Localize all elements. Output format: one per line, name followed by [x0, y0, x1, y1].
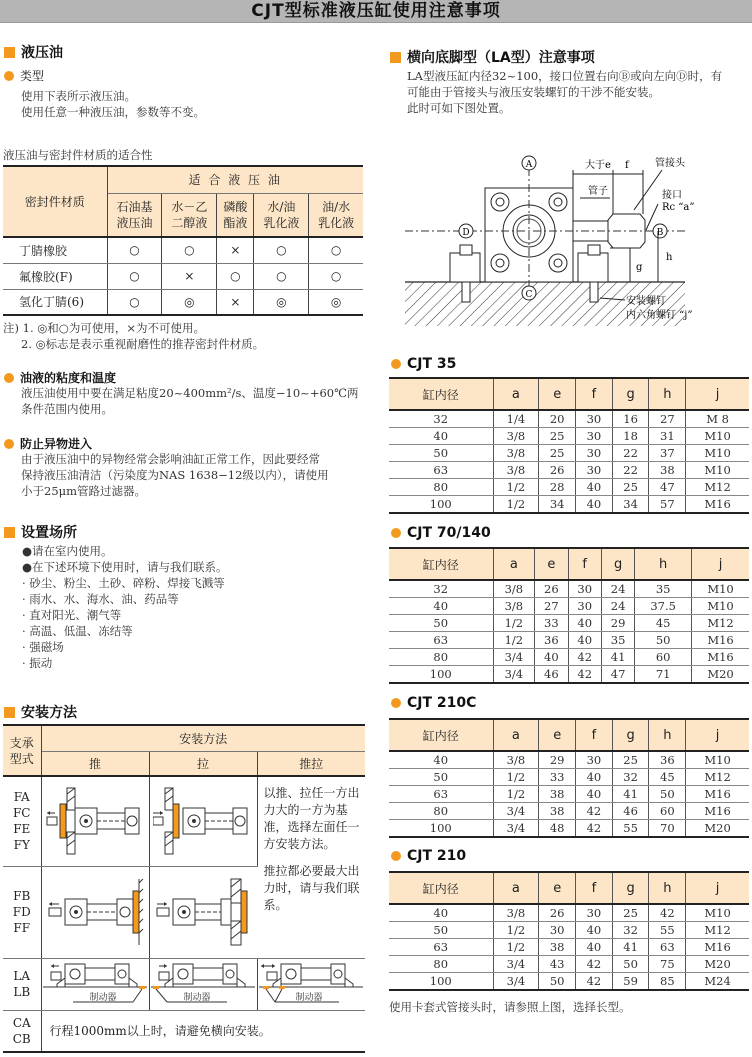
table-row [3, 289, 363, 315]
value-cell: ○ [217, 263, 254, 289]
table-row: 100 3/4 50 42 59 85 M24 [389, 973, 749, 991]
value-cell: ○ [107, 263, 162, 289]
section-la-type [390, 47, 595, 67]
oil-seal-compat-table [3, 165, 363, 316]
push-header: 推 [41, 751, 149, 776]
note-line: 注) 1. ◎和○为可使用，×为不可使用。 [3, 321, 205, 335]
table-caption: 液压油与密封件材质的适合性 [3, 148, 153, 162]
svg-text:B: B [656, 228, 664, 238]
table-row: 80 1/2 28 40 25 47 M12 [389, 479, 749, 496]
col-header: g [612, 719, 649, 751]
square-bullet-icon [4, 47, 15, 58]
type-cell: CA CB [3, 1010, 41, 1052]
col-header: j [686, 719, 749, 751]
dot-bullet-icon [391, 851, 401, 861]
col-header: g [612, 872, 649, 904]
svg-text:D: D [462, 228, 470, 238]
col-header: 水－乙 二醇液 [162, 193, 217, 237]
list-item: ●请在室内使用。 [22, 544, 113, 558]
type-cell: FB FD FF [3, 866, 41, 958]
text-line: 使用下表所示液压油。 [21, 89, 136, 103]
text-line: 可能由于管接头与液压安装螺钉的干涉不能安装。 [407, 85, 660, 99]
col-header: 石油基 液压油 [107, 193, 162, 237]
subsection-contamination [4, 435, 92, 452]
list-item: · 振动 [22, 656, 53, 670]
value-cell: ○ [309, 237, 363, 263]
table-row [3, 237, 363, 263]
svg-text:大于e: 大于e [585, 160, 611, 171]
list-item: ●在下述环境下使用时，请与我们联系。 [22, 560, 228, 574]
pushpull-note [257, 776, 365, 958]
col-header: 缸内径 [389, 719, 493, 751]
value-cell: × [217, 289, 254, 315]
pushpull-diagram-foot [257, 958, 365, 1010]
table-row: 63 1/2 36 40 35 50 M16 [389, 632, 749, 649]
col-header: 缸内径 [389, 872, 493, 904]
svg-text:A: A [525, 160, 533, 170]
value-cell: × [162, 263, 217, 289]
section-title: 设置场所 [21, 525, 77, 541]
col-header: f [576, 719, 613, 751]
dot-bullet-icon [391, 359, 401, 369]
col-header: h [635, 548, 692, 580]
col-header: e [539, 378, 576, 410]
svg-text:接口: 接口 [662, 190, 682, 201]
col-header: h [649, 719, 686, 751]
table-row: 50 1/2 30 40 32 55 M12 [389, 922, 749, 939]
subsection-title: 防止异物进入 [20, 437, 93, 451]
table-row: 80 3/4 38 42 46 60 M16 [389, 803, 749, 820]
value-cell: ○ [162, 237, 217, 263]
list-item: · 高温、低温、冻结等 [22, 624, 133, 638]
svg-text:制动器: 制动器 [183, 993, 211, 1003]
table-row: 100 3/4 48 42 55 70 M20 [389, 820, 749, 838]
note-line: 2. ◎标志是表示重视耐磨性的推荐密封件材质。 [21, 337, 265, 351]
spec-table-cjt35 [389, 377, 749, 514]
col-header: j [692, 548, 749, 580]
table-row: 50 1/2 33 40 32 45 M12 [389, 769, 749, 786]
push-diagram-front-flange [41, 776, 149, 866]
col-header: f [568, 548, 601, 580]
material-cell: 丁腈橡胶 [3, 237, 107, 263]
note-text: 行程1000mm以上时，请避免横向安装。 [41, 1010, 365, 1052]
col-header: h [649, 872, 686, 904]
col-header: a [493, 872, 539, 904]
dot-bullet-icon [391, 528, 401, 538]
section-title: 横向底脚型（LA型）注意事项 [407, 50, 595, 66]
col-header: h [649, 378, 686, 410]
value-cell: ◎ [162, 289, 217, 315]
list-item: · 直对阳光、潮气等 [22, 608, 122, 622]
table-row: 50 3/8 25 30 22 37 M10 [389, 445, 749, 462]
footer-note: 使用卡套式管接头时，请参照上图，选择长型。 [389, 1000, 631, 1014]
col-header: a [493, 719, 539, 751]
value-cell: ○ [254, 263, 309, 289]
table-row [3, 263, 363, 289]
table-row: 40 3/8 25 30 18 31 M10 [389, 428, 749, 445]
section-title: 安装方法 [21, 705, 77, 721]
table-row: 63 1/2 38 40 41 50 M16 [389, 786, 749, 803]
text-line: LA型液压缸内径32~100，接口位置右向Ⓑ或向左向Ⓓ时，有 [407, 69, 723, 83]
text-line: 条件范围内使用。 [21, 402, 113, 416]
spec-table-cjt70-140 [389, 547, 749, 684]
pull-header: 拉 [149, 751, 257, 776]
material-cell: 氢化丁腈(6) [3, 289, 107, 315]
subsection-viscosity [4, 369, 116, 386]
spec-table-cjt210c [389, 718, 749, 838]
svg-text:Rc “a”: Rc “a” [662, 202, 695, 213]
la-type-text [407, 68, 722, 116]
col-header: f [576, 378, 613, 410]
square-bullet-icon [390, 52, 401, 63]
type-cell: LA LB [3, 958, 41, 1010]
svg-text:C: C [525, 290, 533, 300]
table-row: 32 1/4 20 30 16 27 M 8 [389, 410, 749, 428]
la-type-diagram [400, 148, 700, 328]
col-header: e [535, 548, 568, 580]
spec-title-cjt35 [391, 356, 456, 372]
table-row: 40 3/8 26 30 25 42 M10 [389, 904, 749, 922]
svg-text:管子: 管子 [588, 186, 608, 197]
svg-text:安装螺钉: 安装螺钉 [626, 296, 666, 307]
col-header: g [601, 548, 634, 580]
col-header: a [493, 548, 535, 580]
square-bullet-icon [4, 527, 15, 538]
col-header: 缸内径 [389, 378, 493, 410]
table-row: 50 1/2 33 40 29 45 M12 [389, 615, 749, 632]
text-line: 液压油使用中要在满足粘度20~400mm²/s、温度−10~+60℃两 [21, 386, 359, 400]
section-hydraulic-oil [4, 42, 63, 62]
spec-title: CJT 210C [407, 695, 477, 711]
pushpull-header: 推拉 [257, 751, 365, 776]
col-header: 缸内径 [389, 548, 493, 580]
subsection-title: 油液的粘度和温度 [20, 371, 117, 385]
col-header: e [539, 872, 576, 904]
col-header: 磷酸 酯液 [217, 193, 254, 237]
col-header: f [576, 872, 613, 904]
col-header: g [612, 378, 649, 410]
type-cell: FA FC FE FY [3, 776, 41, 866]
spec-title-cjt210 [391, 848, 466, 864]
pull-diagram-front-flange [149, 776, 257, 866]
table-row: 32 3/8 26 30 24 35 M10 [389, 580, 749, 598]
section-title: 液压油 [21, 45, 63, 61]
svg-text:制动器: 制动器 [89, 993, 117, 1003]
svg-text:g: g [636, 262, 643, 273]
dot-bullet-icon [4, 373, 14, 383]
value-cell: ○ [107, 289, 162, 315]
svg-text:内六角螺钉 “j”: 内六角螺钉 “j” [626, 310, 693, 321]
text-line: 由于液压油中的异物经常会影响油缸正常工作，因此要经常 [21, 452, 320, 466]
list-item: · 强磁场 [22, 640, 64, 654]
type-text [21, 88, 205, 120]
spec-title-cjt210c [391, 695, 476, 711]
value-cell: ○ [309, 263, 363, 289]
value-cell: ◎ [254, 289, 309, 315]
table-row: 63 1/2 38 40 41 63 M16 [389, 939, 749, 956]
list-item: · 砂尘、粉尘、土砂、碎粉、焊接飞溅等 [22, 576, 225, 590]
text-line: 小于25μm管路过滤器。 [21, 484, 147, 498]
location-list [22, 543, 228, 671]
col-header: e [539, 719, 576, 751]
value-cell: × [217, 237, 254, 263]
table-row: 40 3/8 29 30 25 36 M10 [389, 751, 749, 769]
text-line: 此时可如下图处置。 [407, 101, 511, 115]
spec-title-cjt70-140 [391, 525, 491, 541]
value-cell: ◎ [309, 289, 363, 315]
square-bullet-icon [4, 707, 15, 718]
table-row: 63 3/8 26 30 22 38 M10 [389, 462, 749, 479]
dot-bullet-icon [4, 71, 14, 81]
pull-diagram-rear-flange [149, 866, 257, 958]
value-cell: ○ [254, 237, 309, 263]
group-header: 适 合 液 压 油 [107, 166, 363, 193]
subsection-type [4, 67, 44, 84]
col-header: a [493, 378, 539, 410]
push-diagram-foot [41, 958, 149, 1010]
text-line: 使用任意一种液压油，参数等不变。 [21, 105, 205, 119]
col-header: 油/水 乳化液 [309, 193, 363, 237]
col-header: j [686, 378, 749, 410]
svg-text:管接头: 管接头 [655, 158, 685, 169]
table-row: 100 3/4 46 42 47 71 M20 [389, 666, 749, 684]
table-row: 80 3/4 43 42 50 75 M20 [389, 956, 749, 973]
spec-table-cjt210 [389, 871, 749, 991]
spec-title: CJT 70/140 [407, 525, 491, 541]
viscosity-text [21, 385, 358, 417]
contamination-text [21, 451, 329, 499]
mounting-table [3, 724, 365, 1053]
subsection-title: 类型 [20, 69, 45, 83]
value-cell: ○ [107, 237, 162, 263]
note-text: 以推、拉任一方出力大的一方为基准，选择左面任一方安装方法。 [263, 786, 360, 851]
col-header: j [686, 872, 749, 904]
pull-diagram-foot [149, 958, 257, 1010]
table-row: 40 3/8 27 30 24 37.5 M10 [389, 598, 749, 615]
row-header: 密封件材质 [3, 166, 107, 237]
list-item: · 雨水、水、海水、油、药品等 [22, 592, 179, 606]
dot-bullet-icon [4, 439, 14, 449]
text-line: 保持液压油清洁（污染度为NAS 1638−12级以内），请使用 [21, 468, 329, 482]
table-row: 100 1/2 34 40 34 57 M16 [389, 496, 749, 514]
note-text: 推拉都必要最大出力时，请与我们联系。 [263, 864, 360, 912]
material-cell: 氟橡胶(F) [3, 263, 107, 289]
section-mounting [4, 702, 77, 722]
oil-notes [3, 320, 264, 352]
dot-bullet-icon [391, 698, 401, 708]
spec-title: CJT 210 [407, 848, 467, 864]
page-title: CJT型标准液压缸使用注意事项 [0, 0, 752, 23]
svg-text:制动器: 制动器 [295, 993, 323, 1003]
table-row: 80 3/4 40 42 41 60 M16 [389, 649, 749, 666]
push-diagram-rear-flange [41, 866, 149, 958]
col-header: 水/油 乳化液 [254, 193, 309, 237]
method-header: 安装方法 [41, 725, 365, 751]
svg-text:f: f [625, 160, 629, 171]
section-location [4, 522, 77, 542]
svg-text:h: h [666, 252, 673, 263]
support-type-header: 支承 型式 [3, 725, 41, 776]
spec-title: CJT 35 [407, 356, 457, 372]
